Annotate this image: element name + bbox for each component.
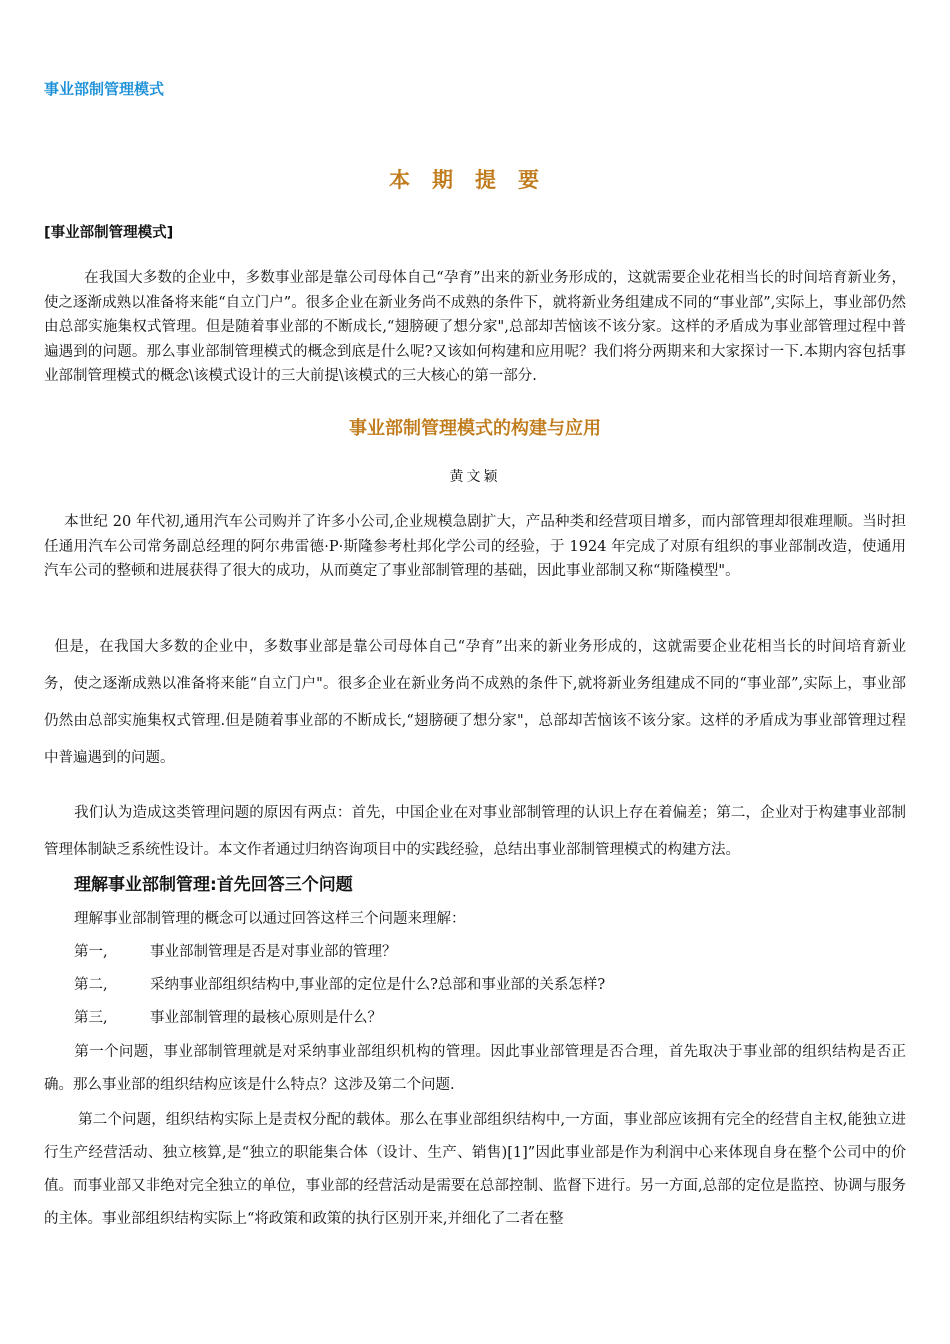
body-paragraph-2: 但是，在我国大多数的企业中，多数事业部是靠公司母体自己“孕育”出来的新业务形成的，这就需要企业花相当长的时间培育新业务，使之逐渐成熟以准备将来能“自立门户"。很多企业在新业务尚不成熟的条件下,就将新业务组建成不同的“事业部”,实际上，事业部仍然由总部实施集权式管理.但是随着事业部的不断成长,“翅膀硬了想分家"，总部却苦恼该不该分家。这样的矛盾成为事业部管理过程中普遍遇到的问题。 — [44, 639, 906, 766]
question-item — [74, 1006, 382, 1027]
question-number: 第一, — [74, 944, 108, 960]
question-number: 第三, — [74, 1010, 108, 1026]
topic-tag: [事业部制管理模式] — [44, 225, 174, 241]
article-title: 事业部制管理模式的构建与应用 — [349, 418, 601, 439]
body-paragraph-4: 第一个问题，事业部制管理就是对采纳事业部组织机构的管理。因此事业部管理是否合理，首先取决于事业部的组织结构是否正确。那么事业部的组织结构应该是什么特点？这涉及第二个问题. — [44, 1044, 906, 1093]
body-paragraph-3: 我们认为造成这类管理问题的原因有两点：首先，中国企业在对事业部制管理的认识上存在着偏差；第二，企业对于构建事业部制管理体制缺乏系统性设计。本文作者通过归纳咨询项目中的实践经验，总结出事业部制管理模式的构建方法。 — [44, 805, 906, 858]
intro-paragraph: 在我国大多数的企业中，多数事业部是靠公司母体自己“孕育”出来的新业务形成的，这就需要企业花相当长的时间培育新业务，使之逐渐成熟以准备将来能“自立门户”。很多企业在新业务尚不成熟的条件下，就将新业务组建成不同的“事业部”,实际上，事业部仍然由总部实施集权式管理。但是随着事业部的不断成长,“翅膀硬了想分家",总部却苦恼该不该分家。这样的矛盾成为事业部管理过程中普遍遇到的问题。那么事业部制管理模式的概念到底是什么呢?又该如何构建和应用呢？我们将分两期来和大家探讨一下.本期内容包括事业部制管理模式的概念\该模式设计的三大前提\该模式的三大核心的第一部分. — [44, 270, 906, 384]
section-heading: 理解事业部制管理:首先回答三个问题 — [74, 875, 353, 895]
question-text: 事业部制管理是否是对事业部的管理？ — [150, 944, 397, 960]
question-item — [74, 940, 397, 961]
issue-heading: 本期提要 — [389, 168, 561, 192]
question-number: 第二, — [74, 977, 108, 993]
section-intro: 理解事业部制管理的概念可以通过回答这样三个问题来理解： — [74, 911, 466, 927]
question-text: 事业部制管理的最核心原则是什么？ — [150, 1010, 382, 1026]
title-link[interactable]: 事业部制管理模式 — [44, 80, 165, 98]
body-paragraph-5: 第二个问题，组织结构实际上是责权分配的载体。那么在事业部组织结构中,一方面，事业部应该拥有完全的经营自主权,能独立进行生产经营活动、独立核算,是“独立的职能集合体（设计、生产、销售)[1]”因此事业部是作为利润中心来体现自身在整个公司中的价值。而事业部又非绝对完全独立的单位，事业部的经营活动是需要在总部控制、监督下进行。另一方面,总部的定位是监控、协调与服务的主体。事业部组织结构实际上“将政策和政策的执行区别开来,并细化了二者在整 — [44, 1112, 906, 1227]
author-name: 黄文颖 — [449, 469, 501, 485]
body-paragraph-1: 本世纪 20 年代初,通用汽车公司购并了许多小公司,企业规模急剧扩大，产品种类和经营项目增多，而内部管理却很难理顺。当时担任通用汽车公司常务副总经理的阿尔弗雷德·P·斯隆参考杜邦化学公司的经验，于 1924 年完成了对原有组织的事业部制改造，使通用汽车公司的整顿和进展获得了很大的成功，从而奠定了事业部制管理的基础，因此事业部制又称“斯隆模型"。 — [44, 514, 906, 579]
question-text: 采纳事业部组织结构中,事业部的定位是什么?总部和事业部的关系怎样? — [150, 977, 606, 993]
question-item — [74, 973, 605, 994]
